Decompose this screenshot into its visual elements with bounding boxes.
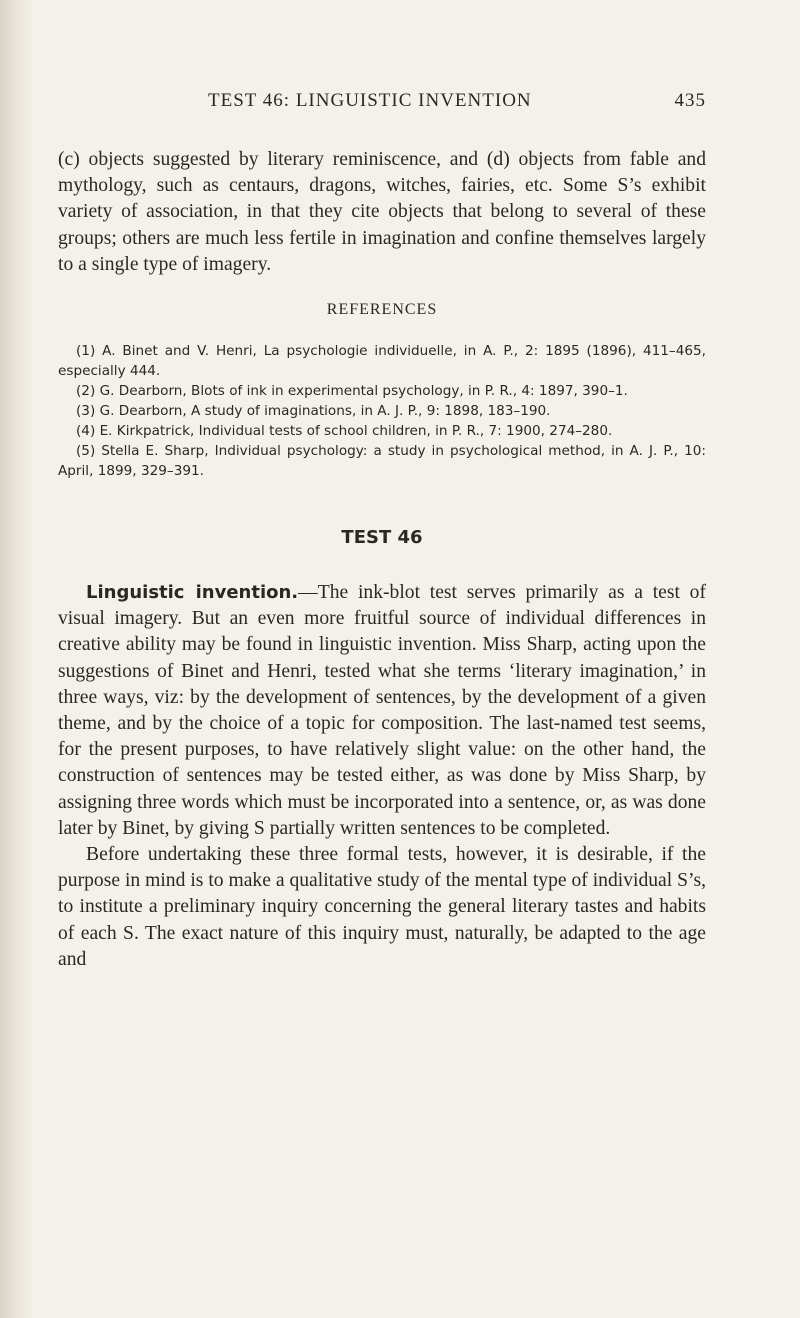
run-in-heading: Linguistic invention. bbox=[86, 582, 299, 604]
references-list bbox=[58, 341, 706, 481]
test-title: TEST 46 bbox=[341, 527, 423, 549]
page-content bbox=[58, 86, 706, 973]
running-head-title: TEST 46: LINGUISTIC INVENTION bbox=[208, 90, 532, 111]
paragraph-1-body: —The ink-blot test serves primarily as a test of visual imagery. But an even more fruitful source of individual differences in creative ability may be found in linguistic invention. Miss Sharp, acting upon the suggestions of Binet and Henri, tested what she terms ‘literary imagination,’ in three ways, viz: by the development of sentences, by the development of a given theme, and by the choice of a topic for composition. The last-named test seems, for the present purposes, to have relatively slight value: on the other hand, the construction of sentences may be tested either, as was done by Miss Sharp, by assigning three words which must be incorporated into a sentence, or, as was done later by Binet, by giving S partially written sentences to be completed. bbox=[58, 582, 706, 839]
running-head bbox=[58, 86, 706, 114]
test-paragraph-1 bbox=[58, 580, 706, 842]
reference-item: (1) A. Binet and V. Henri, La psychologie individuelle, in A. P., 2: 1895 (1896), 411–465, especially 444. bbox=[58, 343, 706, 380]
reference-item: (5) Stella E. Sharp, Individual psychology: a study in psychological method, in A. J. P., 10: April, 1899, 329–391. bbox=[58, 443, 706, 480]
page-edge-shadow bbox=[0, 0, 34, 1318]
reference-item: (4) E. Kirkpatrick, Individual tests of school children, in P. R., 7: 1900, 274–280. bbox=[76, 423, 613, 440]
reference-item: (3) G. Dearborn, A study of imaginations, in A. J. P., 9: 1898, 183–190. bbox=[76, 403, 551, 420]
intro-paragraph: (c) objects suggested by literary reminiscence, and (d) objects from fable and mythology, such as centaurs, dragons, witches, fairies, etc. Some S’s exhibit variety of association, in that they cite objects that belong to several of these groups; others are much less fertile in imagination and confine themselves largely to a single type of imagery. bbox=[58, 149, 706, 275]
test-paragraph-2: Before undertaking these three formal tests, however, it is desirable, if the purpose in mind is to make a qualitative study of the mental type of individual S’s, to institute a preliminary inquiry concerning the general literary tastes and habits of each S. The exact nature of this inquiry must, naturally, be adapted to the age and bbox=[58, 844, 706, 970]
page-number: 435 bbox=[674, 90, 706, 111]
reference-item: (2) G. Dearborn, Blots of ink in experimental psychology, in P. R., 4: 1897, 390–1. bbox=[76, 383, 628, 400]
references-heading: REFERENCES bbox=[326, 301, 438, 319]
